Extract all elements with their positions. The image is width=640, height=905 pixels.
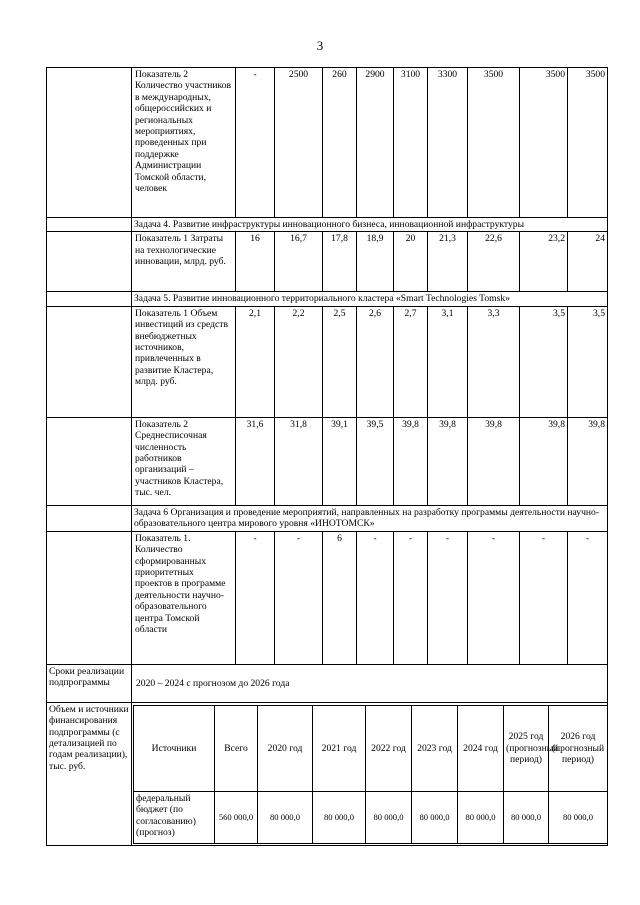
value-cell: 2,5 <box>323 306 357 417</box>
value-cell: 20 <box>394 232 428 292</box>
value-cell: 31,8 <box>275 417 323 505</box>
value-cell: 24 <box>568 232 608 292</box>
terms-row <box>47 664 608 702</box>
value-cell: 16 <box>236 232 275 292</box>
value-cell: - <box>468 531 520 664</box>
table-row <box>47 306 608 417</box>
col-header: 2022 год <box>366 706 412 792</box>
value-cell: - <box>520 531 568 664</box>
value-cell: 39,1 <box>323 417 357 505</box>
value-cell: - <box>236 68 275 218</box>
col-header: Всего <box>215 706 258 792</box>
value-cell: - <box>236 531 275 664</box>
value-cell: 3100 <box>394 68 428 218</box>
col-header: Источники <box>134 706 215 792</box>
value-cell: 2,6 <box>357 306 394 417</box>
indicator-label: Показатель 1 Объем инвестиций из средств внебюджетных источников, привлеченных в развитие Кластера, млрд. руб. <box>132 306 236 417</box>
value-cell: - <box>568 531 608 664</box>
value-cell: - <box>275 531 323 664</box>
terms-value: 2020 – 2024 с прогнозом до 2026 года <box>132 664 608 702</box>
value-cell: 39,8 <box>394 417 428 505</box>
table-row <box>47 417 608 505</box>
value-cell: 2,1 <box>236 306 275 417</box>
indicator-label: Показатель 2 Количество участников в международных, общероссийских и региональных мероприятиях, проведенных при поддержке Администрации Томской области, человек <box>132 68 236 218</box>
blank-cell <box>47 306 132 417</box>
col-header: 2025 год (прогнозный период) <box>504 706 549 792</box>
value-cell: 39,8 <box>520 417 568 505</box>
col-header: 2020 год <box>258 706 313 792</box>
col-header: 2024 год <box>458 706 504 792</box>
blank-cell <box>47 232 132 292</box>
table-row <box>47 232 608 292</box>
value-cell: 39,8 <box>468 417 520 505</box>
value-cell: 3,5 <box>568 306 608 417</box>
funding-table <box>133 705 608 844</box>
value-cell: - <box>394 531 428 664</box>
value-cell: 39,5 <box>357 417 394 505</box>
value-cell: 3,3 <box>468 306 520 417</box>
value-cell: 3500 <box>468 68 520 218</box>
value-cell: 80 000,0 <box>458 792 504 844</box>
task4-title: Задача 4. Развитие инфраструктуры инновационного бизнеса, инновационной инфраструктуры <box>132 218 608 232</box>
indicator-label: Показатель 1. Количество сформированных приоритетных проектов в программе деятельности научно-образовательного центра Томской области <box>132 531 236 664</box>
table-row <box>47 68 608 218</box>
funding-label: Объем и источники финансирования подпрограммы (с детализацией по годам реализации), тыс. руб. <box>47 702 132 845</box>
terms-label: Сроки реализации подпрограммы <box>47 664 132 702</box>
value-cell: 2,2 <box>275 306 323 417</box>
value-cell: 80 000,0 <box>313 792 366 844</box>
value-cell: - <box>357 531 394 664</box>
value-cell: 3500 <box>520 68 568 218</box>
value-cell: 16,7 <box>275 232 323 292</box>
task5-title: Задача 5. Развитие инновационного территориального кластера «Smart Technologies Tomsk» <box>132 292 608 306</box>
table-row <box>47 531 608 664</box>
funding-header-row <box>134 706 608 792</box>
page-number: 3 <box>316 38 324 53</box>
blank-cell <box>47 68 132 218</box>
value-cell: 80 000,0 <box>549 792 608 844</box>
task-row <box>47 292 608 306</box>
value-cell: 80 000,0 <box>504 792 549 844</box>
value-cell: 17,8 <box>323 232 357 292</box>
task-row <box>47 505 608 531</box>
value-cell: 21,3 <box>428 232 468 292</box>
source-cell: федеральный бюджет (по согласованию) (прогноз) <box>134 792 215 844</box>
value-cell: 6 <box>323 531 357 664</box>
value-cell: 22,6 <box>468 232 520 292</box>
value-cell: 39,8 <box>428 417 468 505</box>
col-header: 2021 год <box>313 706 366 792</box>
value-cell: 3300 <box>428 68 468 218</box>
value-cell: 2,7 <box>394 306 428 417</box>
col-header: 2026 год (прогнозный период) <box>549 706 608 792</box>
value-cell: 3,5 <box>520 306 568 417</box>
funding-data-row <box>134 792 608 844</box>
blank-cell <box>47 417 132 505</box>
value-cell: 23,2 <box>520 232 568 292</box>
value-cell: 80 000,0 <box>412 792 458 844</box>
value-cell: 3,1 <box>428 306 468 417</box>
indicator-label: Показатель 2 Среднесписочная численность работников организаций – участников Кластера, тыс. чел. <box>132 417 236 505</box>
value-cell: 3500 <box>568 68 608 218</box>
task6-title: Задача 6 Организация и проведение мероприятий, направленных на разработку программы деятельности научно-образовательного центра мирового уровня «ИНОТОМСК» <box>132 505 608 531</box>
task-row <box>47 218 608 232</box>
value-cell: 560 000,0 <box>215 792 258 844</box>
blank-cell <box>47 218 132 232</box>
value-cell: 31,6 <box>236 417 275 505</box>
value-cell: 2500 <box>275 68 323 218</box>
blank-cell <box>47 505 132 531</box>
value-cell: 80 000,0 <box>258 792 313 844</box>
indicator-label: Показатель 1 Затраты на технологические инновации, млрд. руб. <box>132 232 236 292</box>
col-header: 2023 год <box>412 706 458 792</box>
blank-cell <box>47 292 132 306</box>
blank-cell <box>47 531 132 664</box>
value-cell: 18,9 <box>357 232 394 292</box>
value-cell: - <box>428 531 468 664</box>
value-cell: 2900 <box>357 68 394 218</box>
value-cell: 39,8 <box>568 417 608 505</box>
value-cell: 260 <box>323 68 357 218</box>
value-cell: 80 000,0 <box>366 792 412 844</box>
